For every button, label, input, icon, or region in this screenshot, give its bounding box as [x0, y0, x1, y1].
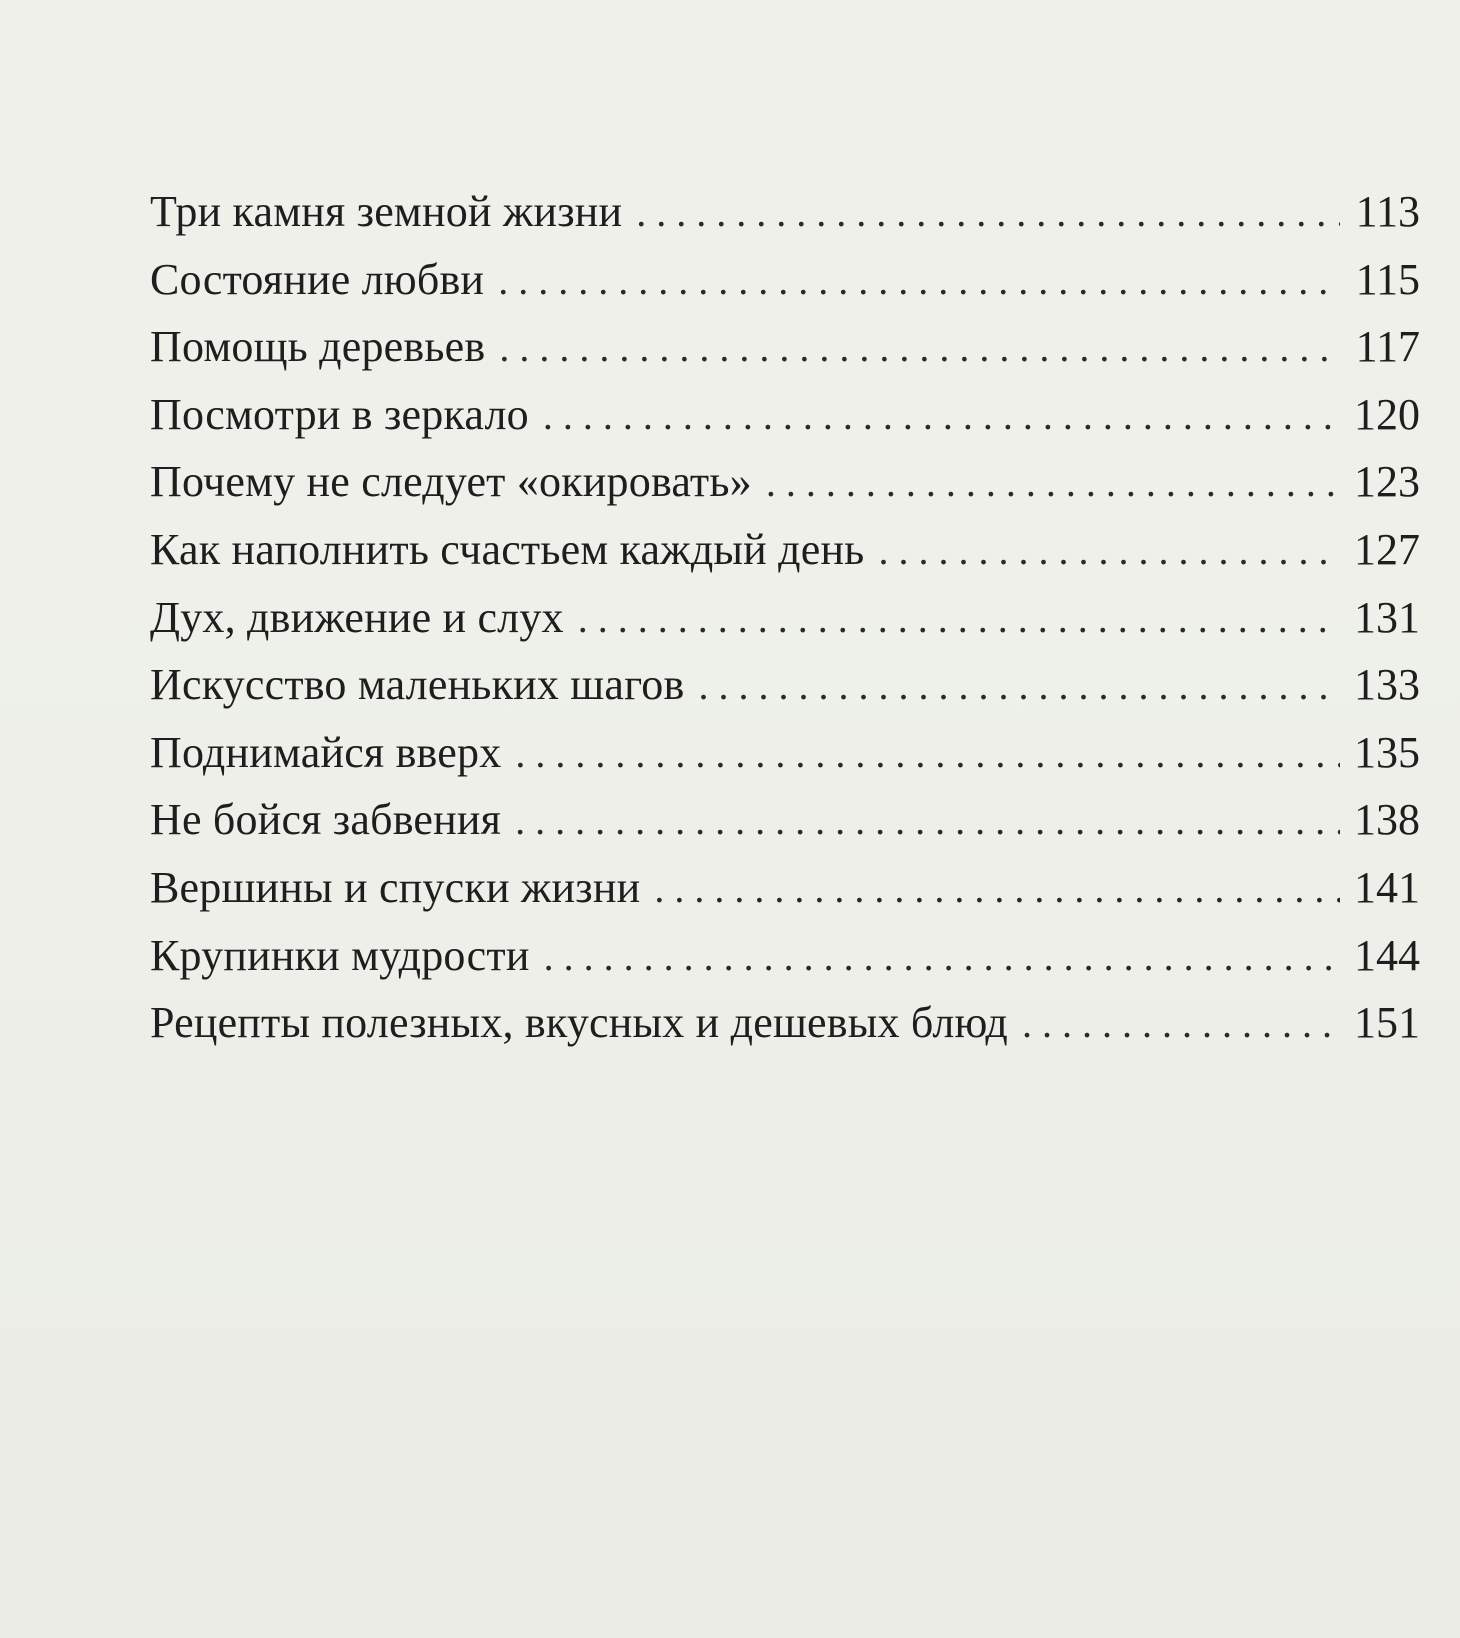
- toc-entry-page: 144: [1354, 930, 1420, 980]
- toc-entry-page: 117: [1355, 322, 1420, 372]
- toc-dot-leader: [515, 787, 1340, 855]
- toc-entry-page: 141: [1354, 862, 1420, 912]
- toc-entry-title: Не бойся забвения: [150, 795, 502, 845]
- toc-entry-page: 151: [1354, 998, 1420, 1048]
- toc-entry-title: Посмотри в зеркало: [150, 389, 529, 439]
- toc-entry: [150, 786, 1420, 854]
- toc-dot-leader: [499, 314, 1340, 382]
- toc-dot-leader: [515, 720, 1340, 788]
- toc-entry: [150, 719, 1420, 787]
- toc-dot-leader: [698, 652, 1340, 720]
- toc-dot-leader: [543, 382, 1340, 450]
- toc-dot-leader: [654, 855, 1340, 923]
- toc-entry-page: 123: [1354, 457, 1420, 507]
- table-of-contents: [150, 178, 1420, 1057]
- toc-entry-title: Вершины и спуски жизни: [150, 862, 641, 912]
- toc-entry-title: Искусство маленьких шагов: [150, 660, 685, 710]
- toc-entry-title: Почему не следует «окировать»: [150, 457, 752, 507]
- toc-entry-title: Рецепты полезных, вкусных и дешевых блюд: [150, 998, 1008, 1048]
- toc-entry-title: Состояние любви: [150, 254, 485, 304]
- toc-entry-title: Как наполнить счастьем каждый день: [150, 524, 865, 574]
- toc-entry: [150, 381, 1420, 449]
- toc-entry-title: Дух, движение и слух: [150, 592, 564, 642]
- toc-dot-leader: [878, 517, 1340, 585]
- toc-dot-leader: [766, 449, 1340, 517]
- toc-entry: [150, 246, 1420, 314]
- toc-entry-page: 131: [1354, 592, 1420, 642]
- toc-entry-page: 115: [1355, 254, 1420, 304]
- toc-entry-title: Крупинки мудрости: [150, 930, 530, 980]
- toc-entry-title: Поднимайся вверх: [150, 727, 502, 777]
- toc-dot-leader: [1022, 990, 1340, 1058]
- toc-entry-page: 113: [1355, 187, 1420, 236]
- toc-entry: [150, 448, 1420, 516]
- toc-entry-page: 135: [1354, 727, 1420, 777]
- toc-entry-title: Помощь деревьев: [150, 322, 486, 372]
- toc-entry: [150, 516, 1420, 584]
- toc-entry: [150, 989, 1420, 1057]
- toc-dot-leader: [544, 923, 1340, 991]
- toc-entry: [150, 854, 1420, 922]
- toc-entry: [150, 313, 1420, 381]
- toc-dot-leader: [636, 179, 1340, 247]
- toc-entry-page: 133: [1354, 660, 1420, 710]
- toc-entry: [150, 922, 1420, 990]
- toc-entry-page: 127: [1354, 524, 1420, 574]
- toc-entry: [150, 178, 1420, 246]
- toc-entry: [150, 651, 1420, 719]
- toc-dot-leader: [498, 247, 1340, 315]
- toc-entry-page: 120: [1354, 389, 1420, 439]
- toc-entry-title: Три камня земной жизни: [150, 187, 623, 236]
- toc-entry: [150, 584, 1420, 652]
- toc-entry-page: 138: [1354, 795, 1420, 845]
- toc-dot-leader: [578, 585, 1340, 653]
